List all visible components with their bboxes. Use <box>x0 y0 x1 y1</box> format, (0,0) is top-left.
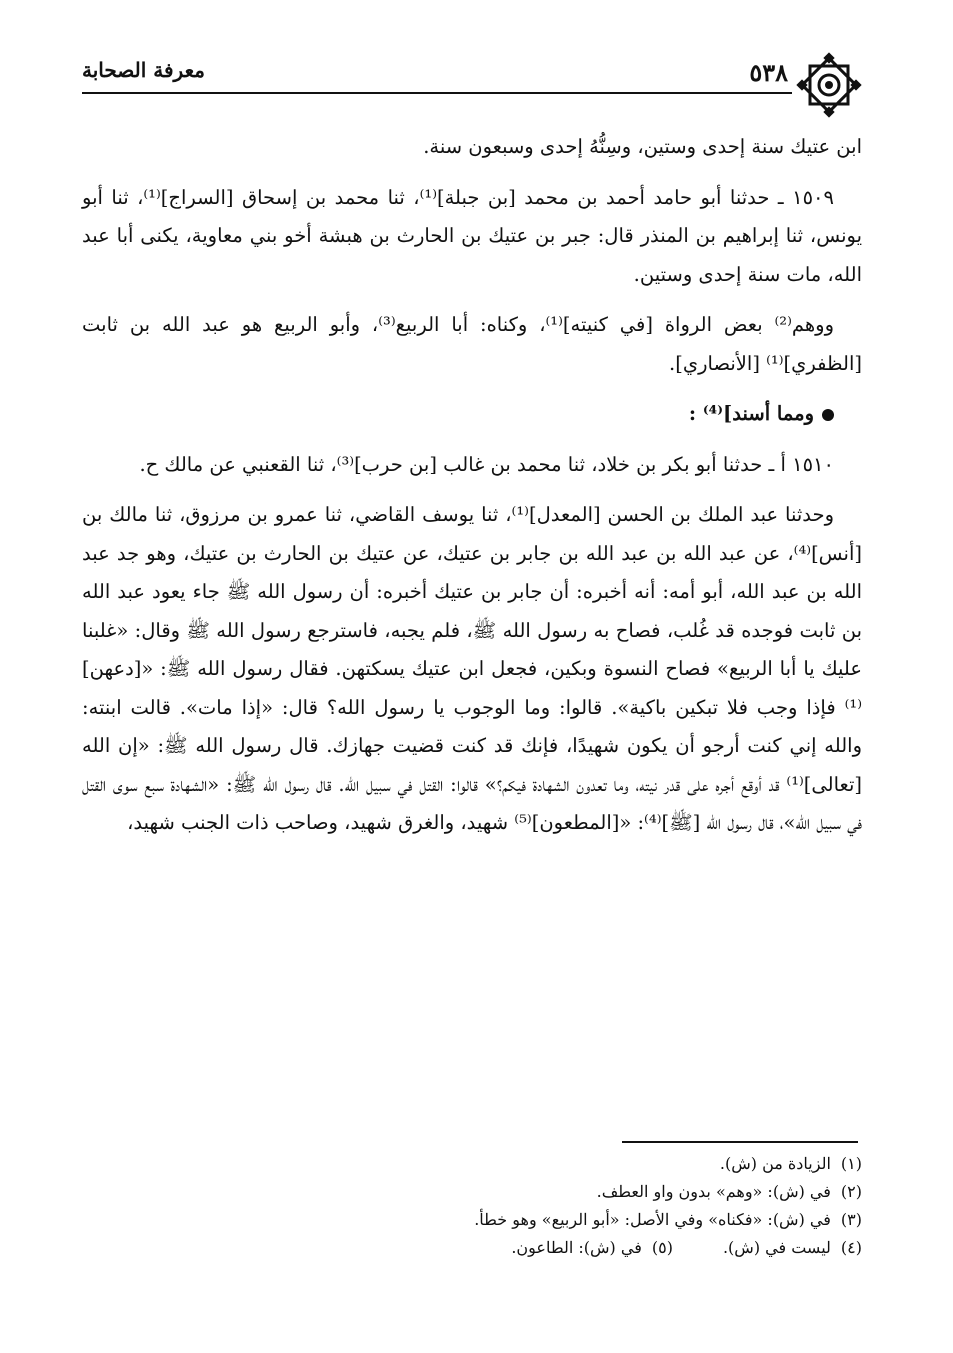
section-heading-text: ومما أسند]⁽⁴⁾ : <box>688 402 814 425</box>
page-number: ٥٣٨ <box>749 58 788 87</box>
header-divider <box>82 92 792 94</box>
section-heading <box>82 395 862 434</box>
footnotes <box>82 1150 862 1262</box>
footnote-divider <box>622 1141 858 1143</box>
book-title: معرفة الصحابة <box>82 58 205 82</box>
paragraph-note: ووهم⁽²⁾ بعض الرواة [في كنيته]⁽¹⁾، وكناه: أبا الربيع⁽³⁾، وأبو الربيع هو عبد الله بن ثابت [الظفري]⁽¹⁾ [الأنصاري]. <box>82 313 862 375</box>
bullet-icon <box>822 409 834 421</box>
page-header <box>82 52 862 108</box>
paragraph-1: ابن عتيك سنة إحدى وستين، وسِنُّهُ إحدى وسبعون سنة. <box>423 135 862 158</box>
hadith-text: وحدثنا عبد الملك بن الحسن [المعدل]⁽¹⁾، ثنا يوسف القاضي، ثنا عمرو بن مرزوق، ثنا مالك بن [أنس]⁽⁴⁾، عن عبد الله بن عبد الله بن جابر بن عتيك، عن عتيك بن الحارث بن عتيك، وهو جد عبد الله بن عبد الله، أبو أمه: أنه أخبره: أن جابر بن عتيك أخبره: أن رسول الله ﷺ جاء يعود عبد الله بن ثابت فوجده قد غُلب، فصاح به رسول الله ﷺ، فلم يجبه، فاسترجع رسول الله ﷺ وقال: «غلبنا عليك يا أبا الربيع» فصاح النسوة وبكين، فجعل ابن عتيك يسكتهن. فقال رسول الله ﷺ: «[دعهن]⁽¹⁾ فإذا وجب فلا تبكين باكية». قالوا: وما الوجوب يا رسول الله؟ قال: «إذا مات». قالت ابنته: والله إني كنت أرجو أن يكون شهيدًا، فإنك قد كنت قضيت جهازك. قال رسول الله ﷺ: «إن الله [تعالى]⁽¹⁾ قد أوقع أجره على قدر نيته، وما تعدون الشهادة فيكم؟» قالوا: القتل في سبيل الله. قال رسول الله ﷺ: «الشهادة سبع سوى القتل في سبيل الله»، قال رسول الله [ﷺ]⁽⁴⁾: «[المطعون]⁽⁵⁾ شهيد، والغرق شهيد، وصاحب ذات الجنب شهيد، <box>82 503 862 834</box>
footnote-2: (٢)في (ش): «وهم» بدون واو العطف. <box>596 1182 862 1201</box>
footnote-1: (١)الزيادة من (ش). <box>719 1154 862 1173</box>
hadith-1510: ١٥١٠ أ ـ حدثنا أبو بكر بن خلاد، ثنا محمد بن غالب [بن حرب]⁽³⁾، ثنا القعنبي عن مالك ح. <box>139 452 834 476</box>
hadith-1509: ١٥٠٩ ـ حدثنا أبو حامد أحمد بن محمد [بن جبلة]⁽¹⁾، ثنا محمد بن إسحاق [السراج]⁽¹⁾، ثنا أبو يونس، ثنا إبراهيم بن المنذر قال: جبر بن عتيك بن الحارث بن هبشة أخو بني معاوية، يكنى أبا عبد الله، مات سنة إحدى وستين. <box>82 185 862 286</box>
ornament-icon <box>796 52 862 118</box>
footnote-3: (٣)في (ش): «فكناه» وفي الأصل: «أبو الربيع» وهو خطأ. <box>474 1210 862 1229</box>
main-text <box>82 128 862 855</box>
footnote-4-5: (٤)ليست في (ش).(٥)في (ش): الطاعون. <box>511 1238 862 1257</box>
